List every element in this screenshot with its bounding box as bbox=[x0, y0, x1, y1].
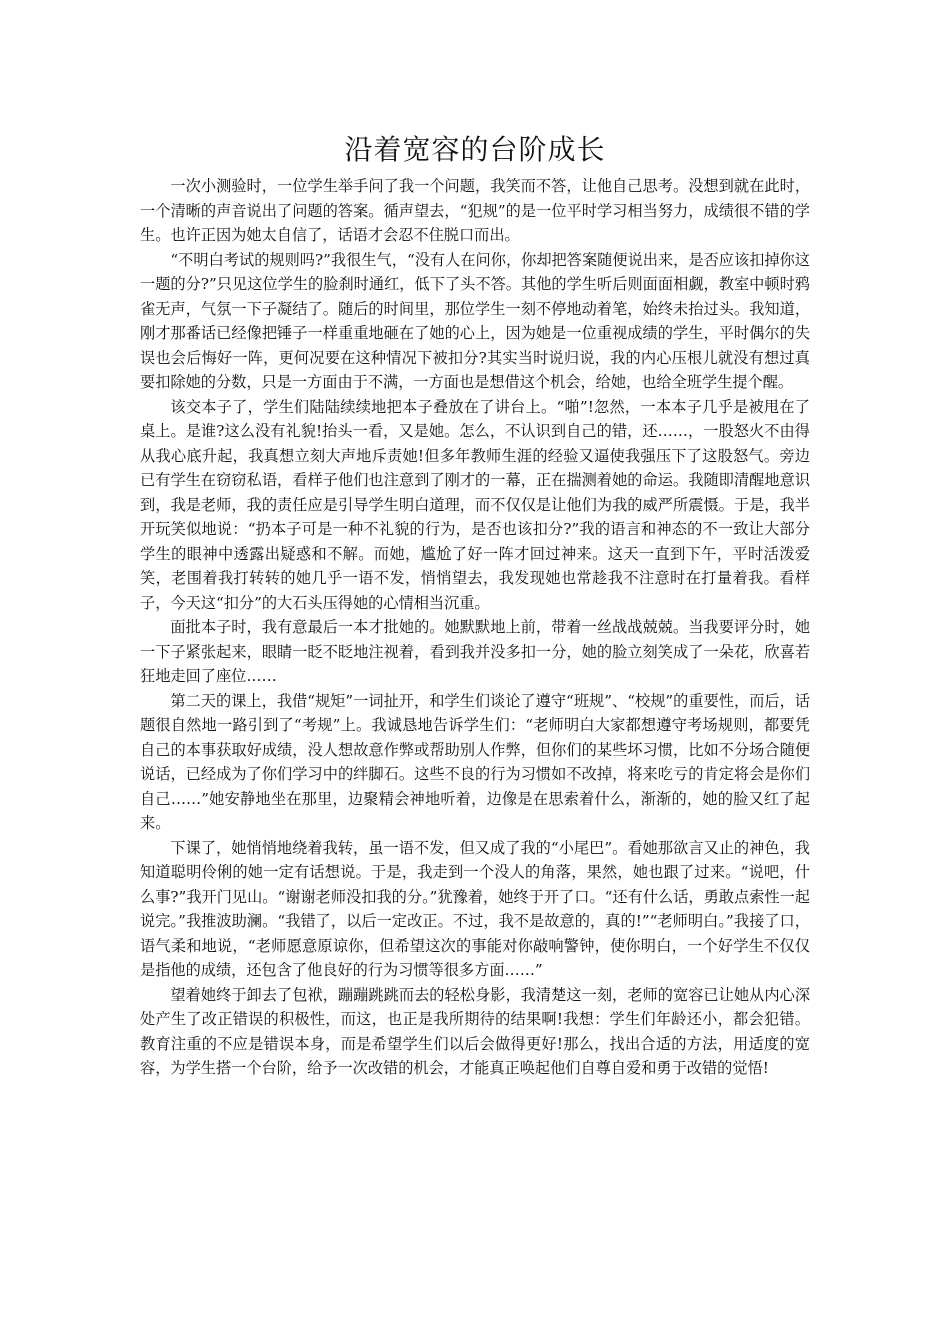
paragraph-2: “不明白考试的规则吗?”我很生气，“没有人在问你，你却把答案随便说出来，是否应该扣掉你这一题的分?”只见这位学生的脸刹时通红，低下了头不答。其他的学生听后则面面相觑，教室中顿时鸦雀无声，气氛一下子凝结了。随后的时间里，那位学生一刻不停地动着笔，始终未抬过头。我知道，刚才那番话已经像把锤子一样重重地砸在了她的心上，因为她是一位重视成绩的学生，平时偶尔的失误也会后悔好一阵，更何况要在这种情况下被扣分?其实当时说归说，我的内心压根儿就没有想过真要扣除她的分数，只是一方面由于不满，一方面也是想借这个机会，给她，也给全班学生提个醒。 bbox=[140, 250, 810, 391]
paragraph-3: 该交本子了，学生们陆陆续续地把本子叠放在了讲台上。“啪”!忽然，一本本子几乎是被甩在了桌上。是谁?这么没有礼貌!抬头一看，又是她。怎么，不认识到自己的错，还……，一股怒火不由得从我心底升起，我真想立刻大声地斥责她!但多年教师生涯的经验又逼使我强压下了这股怒气。旁边已有学生在窃窃私语，看样子他们也注意到了刚才的一幕，正在揣测着她的命运。我随即清醒地意识到，我是老师，我的责任应是引导学生明白道理，而不仅仅是让他们为我的威严所震慑。于是，我半开玩笑似地说：“扔本子可是一种不礼貌的行为，是否也该扣分?”我的语言和神态的不一致让大部分学生的眼神中透露出疑惑和不解。而她，尴尬了好一阵才回过神来。这天一直到下午，平时活泼爱笑，老围着我打转转的她几乎一语不发，悄悄望去，我发现她也常趁我不注意时在打量着我。看样子，今天这“扣分”的大石头压得她的心情相当沉重。 bbox=[140, 397, 810, 612]
page-title: 沿着宽容的台阶成长 bbox=[344, 133, 606, 166]
paragraph-1: 一次小测验时，一位学生举手问了我一个问题，我笑而不答，让他自己思考。没想到就在此时，一个清晰的声音说出了问题的答案。循声望去，“犯规”的是一位平时学习相当努力，成绩很不错的学生。也许正因为她太自信了，话语才会忍不住脱口而出。 bbox=[140, 177, 810, 244]
paragraph-6: 下课了，她悄悄地绕着我转，虽一语不发，但又成了我的“小尾巴”。看她那欲言又止的神色，我知道聪明伶俐的她一定有话想说。于是，我走到一个没人的角落，果然，她也跟了过来。“说吧，什么事?”我开门见山。“谢谢老师没扣我的分。”犹豫着，她终于开了口。“还有什么话，勇敢点索性一起说完。”我推波助澜。“我错了，以后一定改正。不过，我不是故意的，真的!”“老师明白。”我接了口，语气柔和地说，“老师愿意原谅你，但希望这次的事能对你敲响警钟，使你明白，一个好学生不仅仅是指他的成绩，还包含了他良好的行为习惯等很多方面……” bbox=[140, 838, 810, 979]
article-body bbox=[140, 174, 810, 1081]
paragraph-4: 面批本子时，我有意最后一本才批她的。她默默地上前，带着一丝战战兢兢。当我要评分时，她一下子紧张起来，眼睛一眨不眨地注视着，看到我并没多扣一分，她的脸立刻笑成了一朵花，欣喜若狂地走回了座位…… bbox=[140, 618, 810, 685]
paragraph-5: 第二天的课上，我借“规矩”一词扯开，和学生们谈论了遵守“班规”、“校规”的重要性，而后，话题很自然地一路引到了“考规”上。我诚恳地告诉学生们：“老师明白大家都想遵守考场规则，都要凭自己的本事获取好成绩，没人想故意作弊或帮助别人作弊，但你们的某些坏习惯，比如不分场合随便说话，已经成为了你们学习中的绊脚石。这些不良的行为习惯如不改掉，将来吃亏的肯定将会是你们自己……”她安静地坐在那里，边聚精会神地听着，边像是在思索着什么，渐渐的，她的脸又红了起来。 bbox=[140, 691, 810, 832]
paragraph-7: 望着她终于卸去了包袱，蹦蹦跳跳而去的轻松身影，我清楚这一刻，老师的宽容已让她从内心深处产生了改正错误的积极性，而这，也正是我所期待的结果啊!我想：学生们年龄还小，都会犯错。教育注重的不应是错误本身，而是希望学生们以后会做得更好!那么，找出合适的方法，用适度的宽容，为学生搭一个台阶，给予一次改错的机会，才能真正唤起他们自尊自爱和勇于改错的觉悟! bbox=[140, 985, 810, 1077]
